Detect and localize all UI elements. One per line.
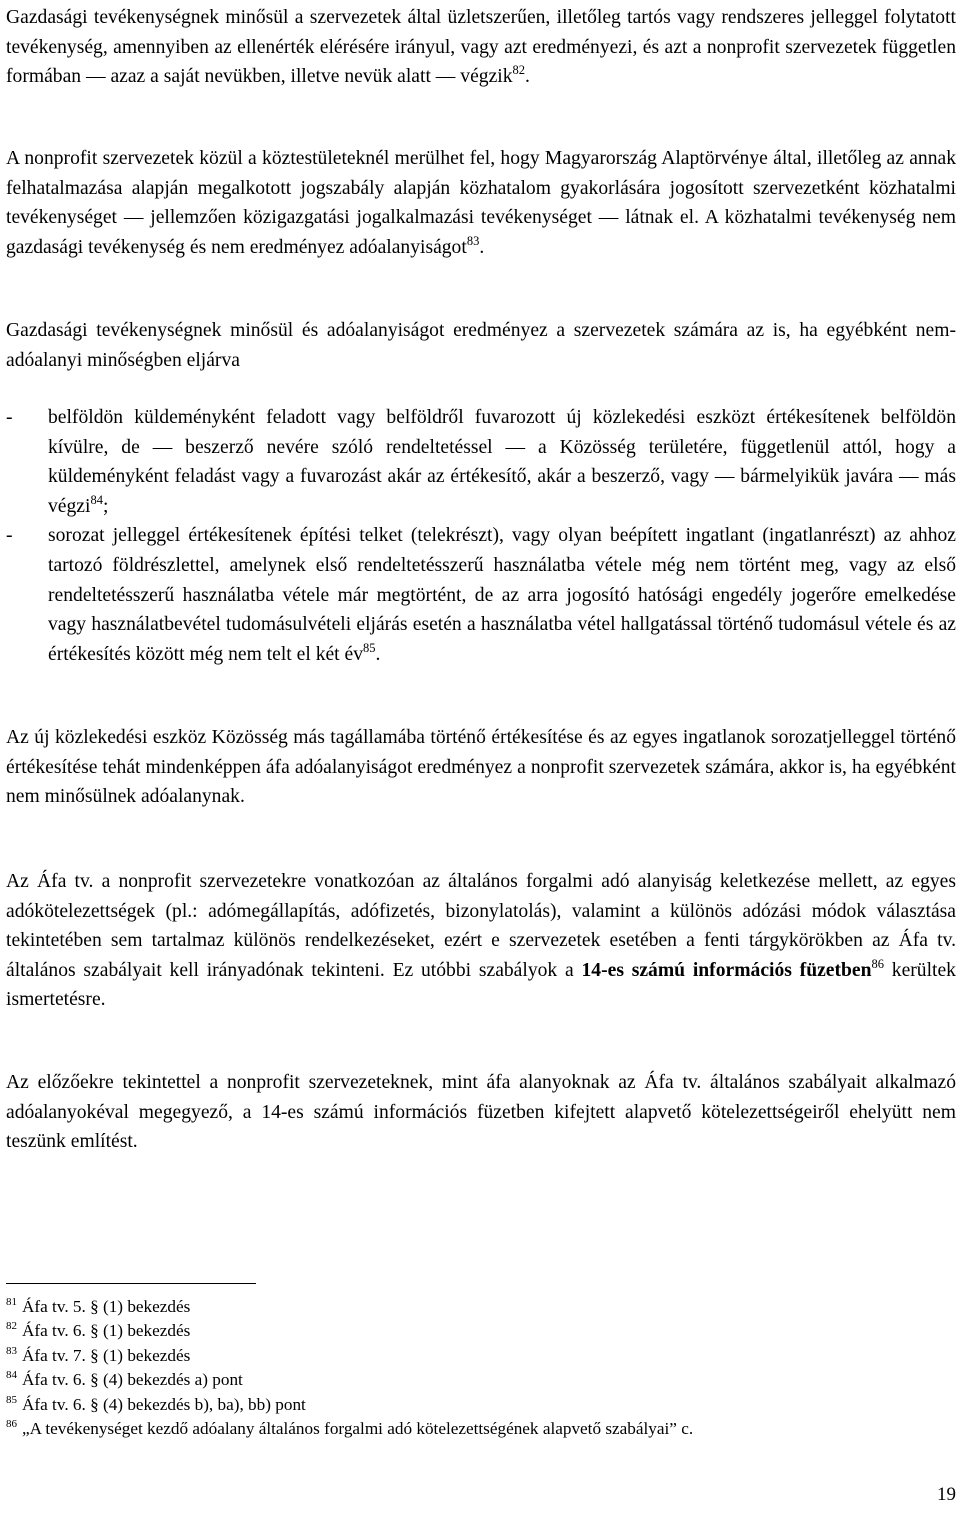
- paragraph-1-end: .: [525, 66, 530, 88]
- paragraph-6: [6, 1068, 956, 1157]
- footnote-text: Áfa tv. 6. § (4) bekezdés a) pont: [22, 1370, 243, 1390]
- footnote-ref-83[interactable]: 83: [466, 233, 480, 248]
- paragraph-5-end: kerültek ismertetésre.: [6, 959, 956, 1011]
- footnote-number: 82: [6, 1320, 17, 1333]
- paragraph-5-bold: 14-es számú információs füzetben: [581, 959, 872, 981]
- dash-bullet-icon: -: [6, 525, 13, 547]
- footnote-number: 84: [6, 1369, 17, 1382]
- footnote-ref-85[interactable]: 85: [363, 640, 376, 655]
- bullet-item-text: sorozat jelleggel értékesítenek építési telket (telekrészt), vagy olyan beépített ingatlant (ingatlanrészt) az ahhoz tartozó földrészlettel, amelynek első rendeltetésszerű használatba vétele még nem történt meg, vagy az első rendeltetésszerű használatba vétele már megtörtént, de az arra jogosító hatósági engedély jogerőre emelkedése vagy használatbevétel tudomásulvételi eljárás esetén a használatba vétel hallgatással történő tudomásul vétele és az értékesítés között még nem telt el két év: [48, 525, 956, 665]
- paragraph-2-text: A nonprofit szervezetek közül a köztestületeknél merülhet fel, hogy Magyarország Alaptörvénye által, illetőleg az annak felhatalmazása alapján megalkotott jogszabály alapján közhatalom gyakorlására jogosított szervezetként közhatalmi tevékenységet — jellemzően közigazgatási jogalkalmazási tevékenységet — látnak el. A közhatalmi tevékenység nem gazdasági tevékenység és nem eredményez adóalanyiságot: [6, 148, 956, 258]
- bullet-item: [6, 521, 956, 669]
- paragraph-3: [6, 316, 956, 375]
- footnote-text: „A tevékenységet kezdő adóalany általános forgalmi adó kötelezettségének alapvető szabályai” c.: [22, 1419, 694, 1439]
- footnote-number: 86: [6, 1418, 17, 1431]
- footnote-item: [6, 1368, 956, 1392]
- bullet-list: [6, 403, 956, 669]
- footnote-text: Áfa tv. 7. § (1) bekezdés: [22, 1345, 191, 1365]
- dash-bullet-icon: -: [6, 407, 13, 428]
- footnote-ref-86[interactable]: 86: [871, 956, 884, 971]
- bullet-item-end: ;: [102, 495, 109, 517]
- footnotes: [6, 1295, 956, 1441]
- footnote-number: 81: [6, 1296, 17, 1308]
- page-number: 19: [937, 1484, 956, 1505]
- paragraph-4: [6, 723, 956, 812]
- footnote-separator: [6, 1283, 256, 1284]
- footnote-number: 83: [6, 1344, 17, 1357]
- paragraph-5-text: Az Áfa tv. a nonprofit szervezetekre vonatkozóan az általános forgalmi adó alanyiság keletkezése mellett, az egyes adókötelezettségek (pl.: adómegállapítás, adófizetés, bizonylatolás), valamint a különös adózási módok választása tekintetében sem tartalmaz különös rendelkezéseket, ezért e szervezetek esetében a fenti tárgykörökben az Áfa tv. általános szabályait kell irányadónak tekinteni. Ez utóbbi szabályok a: [6, 871, 956, 981]
- footnote-ref-84[interactable]: 84: [90, 492, 103, 507]
- footnote-ref-82[interactable]: 82: [512, 63, 526, 78]
- paragraph-4-text: Az új közlekedési eszköz Közösség más tagállamába történő értékesítése és az egyes ingatlanok sorozatjelleggel történő értékesítése tehát mindenképpen áfa adóalanyiságot eredményez a nonprofit szervezetek számára, akkor is, ha egyébként nem minősülnek adóalanynak.: [6, 727, 956, 808]
- footnote-item: [6, 1393, 956, 1417]
- footnote-text: Áfa tv. 6. § (1) bekezdés: [22, 1321, 191, 1341]
- footnote-item: [6, 1295, 956, 1319]
- paragraph-3-text: Gazdasági tevékenységnek minősül és adóalanyiságot eredményez a szervezetek számára az is, ha egyébként nem-adóalanyi minőségben eljárva: [6, 320, 956, 371]
- footnote-text: Áfa tv. 5. § (1) bekezdés: [22, 1297, 191, 1316]
- paragraph-6-text: Az előzőekre tekintettel a nonprofit szervezeteknek, mint áfa alanyoknak az Áfa tv. általános szabályait alkalmazó adóalanyokéval megegyező, a 14-es számú információs füzetben kifejtett alapvető kötelezettségeiről ehelyütt nem teszünk említést.: [6, 1072, 956, 1153]
- paragraph-1-text: Gazdasági tevékenységnek minősül a szervezetek által üzletszerűen, illetőleg tartós vagy rendszeres jelleggel folytatott tevékenység, amennyiben az ellenérték elérésére irányul, vagy azt eredményezi, és azt a nonprofit szervezetek független formában — azaz a saját nevükben, illetve nevük alatt — végzik: [6, 7, 956, 88]
- bullet-item: [6, 403, 956, 521]
- paragraph-1: [6, 3, 956, 92]
- paragraph-5: [6, 867, 956, 1015]
- bullet-item-end: .: [375, 643, 381, 665]
- footnote-item: [6, 1344, 956, 1368]
- footnote-item: [6, 1319, 956, 1343]
- footnote-text: Áfa tv. 6. § (4) bekezdés b), ba), bb) pont: [22, 1394, 306, 1414]
- footnote-item: [6, 1417, 956, 1441]
- bullet-item-text: belföldön küldeményként feladott vagy belföldről fuvarozott új közlekedési eszközt értékesítenek belföldön kívülre, de — beszerző nevére szóló rendeltetéssel — a Közösség területére, függetlenül attól, hogy a küldeményként feladást vagy a fuvarozást akár az értékesítő, akár a beszerző, vagy — bármelyikük javára — más végzi: [48, 407, 956, 517]
- paragraph-2: [6, 144, 956, 262]
- footnote-number: 85: [6, 1393, 17, 1406]
- paragraph-2-end: .: [479, 236, 485, 258]
